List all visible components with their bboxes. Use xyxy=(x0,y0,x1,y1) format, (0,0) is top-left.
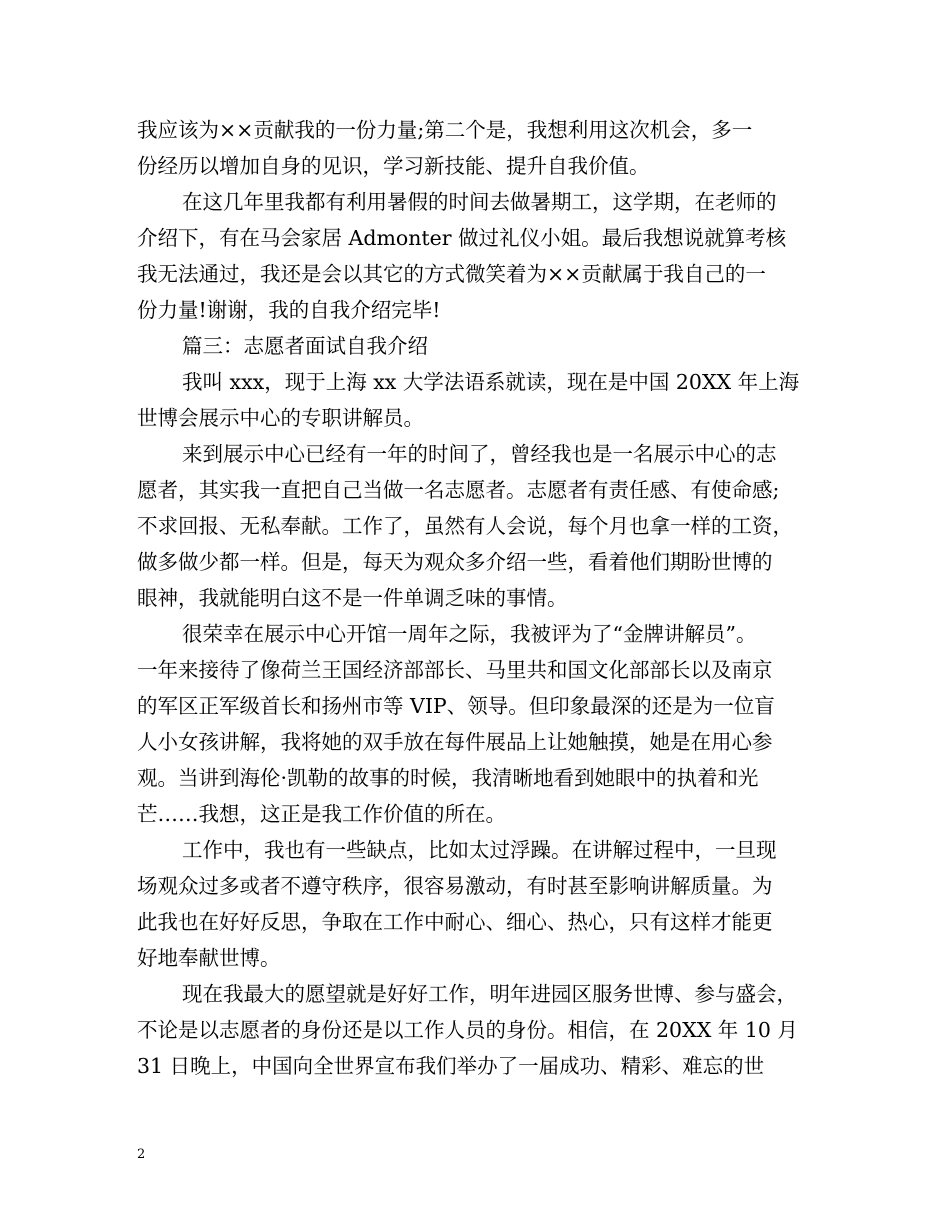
text-line: 工作中，我也有一些缺点，比如太过浮躁。在讲解过程中，一旦现 xyxy=(182,838,777,862)
text-line: 我无法通过，我还是会以其它的方式微笑着为××贡献属于我自己的一 xyxy=(137,262,766,286)
text-line: 人小女孩讲解，我将她的双手放在每件展品上让她触摸，她是在用心参 xyxy=(137,730,773,754)
text-line: 很荣幸在展示中心开馆一周年之际，我被评为了“金牌讲解员”。 xyxy=(182,622,757,646)
text-line: 眼神，我就能明白这不是一件单调乏味的事情。 xyxy=(137,586,568,610)
section-heading: 篇三：志愿者面试自我介绍 xyxy=(182,334,428,358)
text-line: 此我也在好好反思，争取在工作中耐心、细心、热心，只有这样才能更 xyxy=(137,910,773,934)
text-line: 31 日晚上，中国向全世界宣布我们举办了一届成功、精彩、难忘的世 xyxy=(137,1054,765,1078)
text-line: 不论是以志愿者的身份还是以工作人员的身份。相信，在 20XX 年 10 月 xyxy=(137,1018,798,1042)
text-line: 份力量!谢谢，我的自我介绍完毕! xyxy=(137,298,441,322)
text-line: 我叫 xxx，现于上海 xx 大学法语系就读，现在是中国 20XX 年上海 xyxy=(182,370,800,394)
text-line: 好地奉献世博。 xyxy=(137,946,281,970)
text-line: 来到展示中心已经有一年的时间了，曾经我也是一名展示中心的志 xyxy=(182,442,777,466)
text-line: 一年来接待了像荷兰王国经济部部长、马里共和国文化部部长以及南京 xyxy=(137,658,773,682)
text-line: 愿者，其实我一直把自己当做一名志愿者。志愿者有责任感、有使命感; xyxy=(137,478,780,502)
text-line: 世博会展示中心的专职讲解员。 xyxy=(137,406,424,430)
text-line: 做多做少都一样。但是，每天为观众多介绍一些，看着他们期盼世博的 xyxy=(137,550,773,574)
text-line: 场观众过多或者不遵守秩序，很容易激动，有时甚至影响讲解质量。为 xyxy=(137,874,773,898)
page-number: 2 xyxy=(137,1147,146,1162)
text-line: 介绍下，有在马会家居 Admonter 做过礼仪小姐。最后我想说就算考核 xyxy=(137,226,787,250)
text-line: 现在我最大的愿望就是好好工作，明年进园区服务世博、参与盛会， xyxy=(182,982,797,1006)
text-line: 我应该为××贡献我的一份力量;第二个是，我想利用这次机会，多一 xyxy=(137,118,753,142)
text-line: 观。当讲到海伦·凯勒的故事的时候，我清晰地看到她眼中的执着和光 xyxy=(137,766,759,790)
text-line: 芒……我想，这正是我工作价值的所在。 xyxy=(137,802,506,826)
text-line: 不求回报、无私奉献。工作了，虽然有人会说，每个月也拿一样的工资， xyxy=(137,514,793,538)
text-line: 在这几年里我都有利用暑假的时间去做暑期工，这学期，在老师的 xyxy=(182,190,777,214)
text-line: 份经历以增加自身的见识，学习新技能、提升自我价值。 xyxy=(137,154,650,178)
text-line: 的军区正军级首长和扬州市等 VIP、领导。但印象最深的还是为一位盲 xyxy=(137,694,775,718)
